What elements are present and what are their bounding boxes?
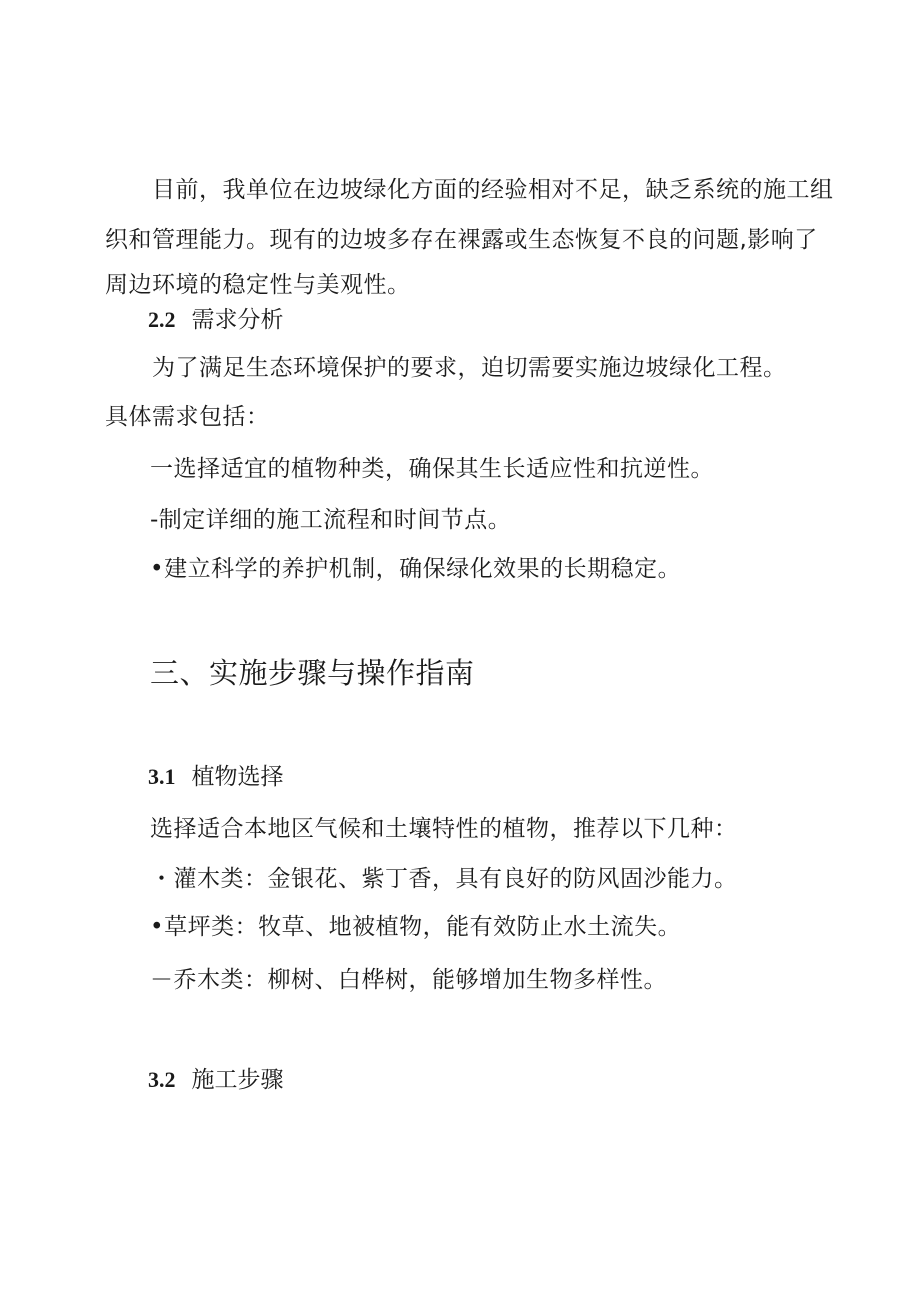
section-3-1-intro: 选择适合本地区气候和土壤特性的植物，推荐以下几种： [150,816,738,842]
section-3-2-number: 3.2 [148,1067,176,1092]
section-3-1-title: 植物选择 [191,764,284,790]
plant-item-trees: －乔木类：柳树、白桦树，能够增加生物多样性。 [150,967,667,993]
requirement-item-2: -制定详细的施工流程和时间节点。 [150,507,512,533]
requirement-item-3: •建立科学的养护机制，确保绿化效果的长期稳定。 [150,556,682,582]
section-3-2-heading [148,1065,284,1095]
section-3-1-number: 3.1 [148,764,176,789]
intro-line-2: 织和管理能力。现有的边坡多存在裸露或生态恢复不良的问题,影响了 [105,227,818,253]
section-2-2-heading [148,305,284,335]
intro-line-3: 周边环境的稳定性与美观性。 [105,272,411,298]
section-3-1-heading [148,762,284,792]
section-2-2-number: 2.2 [148,307,176,332]
section-2-2-paragraph-line-1: 为了满足生态环境保护的要求，迫切需要实施边坡绿化工程。 [152,355,787,381]
plant-item-lawn: •草坪类：牧草、地被植物，能有效防止水土流失。 [150,914,682,940]
section-3-2-title: 施工步骤 [191,1067,284,1093]
plant-item-shrubs: ・灌木类：金银花、紫丁香，具有良好的防风固沙能力。 [150,866,738,892]
section-2-2-title: 需求分析 [191,307,284,333]
section-3-heading: 三、实施步骤与操作指南 [150,656,475,690]
requirement-item-1: 一选择适宜的植物种类，确保其生长适应性和抗逆性。 [150,456,714,482]
section-2-2-paragraph-line-2: 具体需求包括： [105,404,270,430]
intro-line-1: 目前，我单位在边坡绿化方面的经验相对不足，缺乏系统的施工组 [152,177,834,203]
